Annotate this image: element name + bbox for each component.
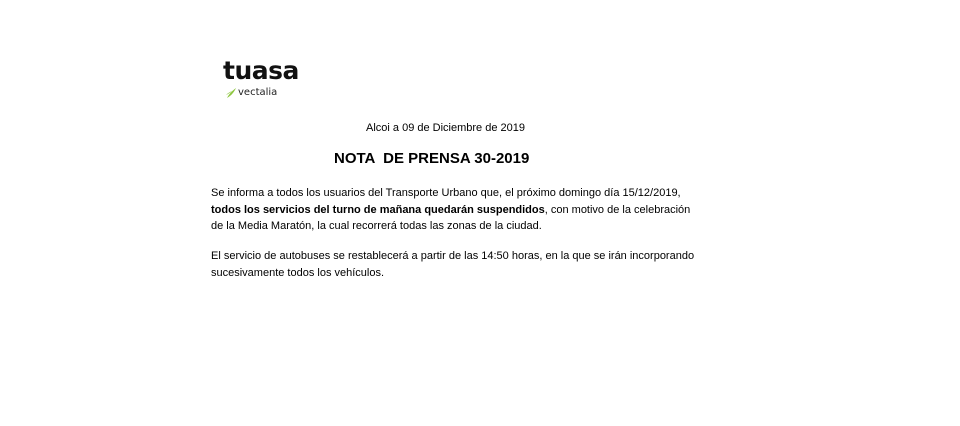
logo-subtext: vectalia [238, 87, 278, 98]
paragraph-service-resume: El servicio de autobuses se restablecerá a partir de las 14:50 horas, en la que se irán incorporando sucesivamente todos los vehículos. [211, 250, 695, 279]
paragraph-announcement-text-1: Se informa a todos los usuarios del Transporte Urbano que, el próximo domingo día 15/12/2019, [211, 187, 681, 199]
logo-subline [225, 87, 277, 99]
vectalia-leaf-icon [225, 87, 237, 99]
paragraph-announcement [211, 185, 701, 235]
date-line: Alcoi a 09 de Diciembre de 2019 [366, 122, 525, 134]
logo-wordmark: tuasa [223, 56, 299, 85]
paragraph-announcement-text-2: , con motivo de la celebración de la Media Maratón, la cual recorrerá todas las zonas de la ciudad. [211, 203, 691, 232]
tuasa-logo [223, 56, 323, 102]
press-note-title: NOTA DE PRENSA 30-2019 [334, 150, 530, 167]
paragraph-announcement-bold: todos los servicios del turno de mañana quedarán suspendidos [211, 203, 545, 216]
